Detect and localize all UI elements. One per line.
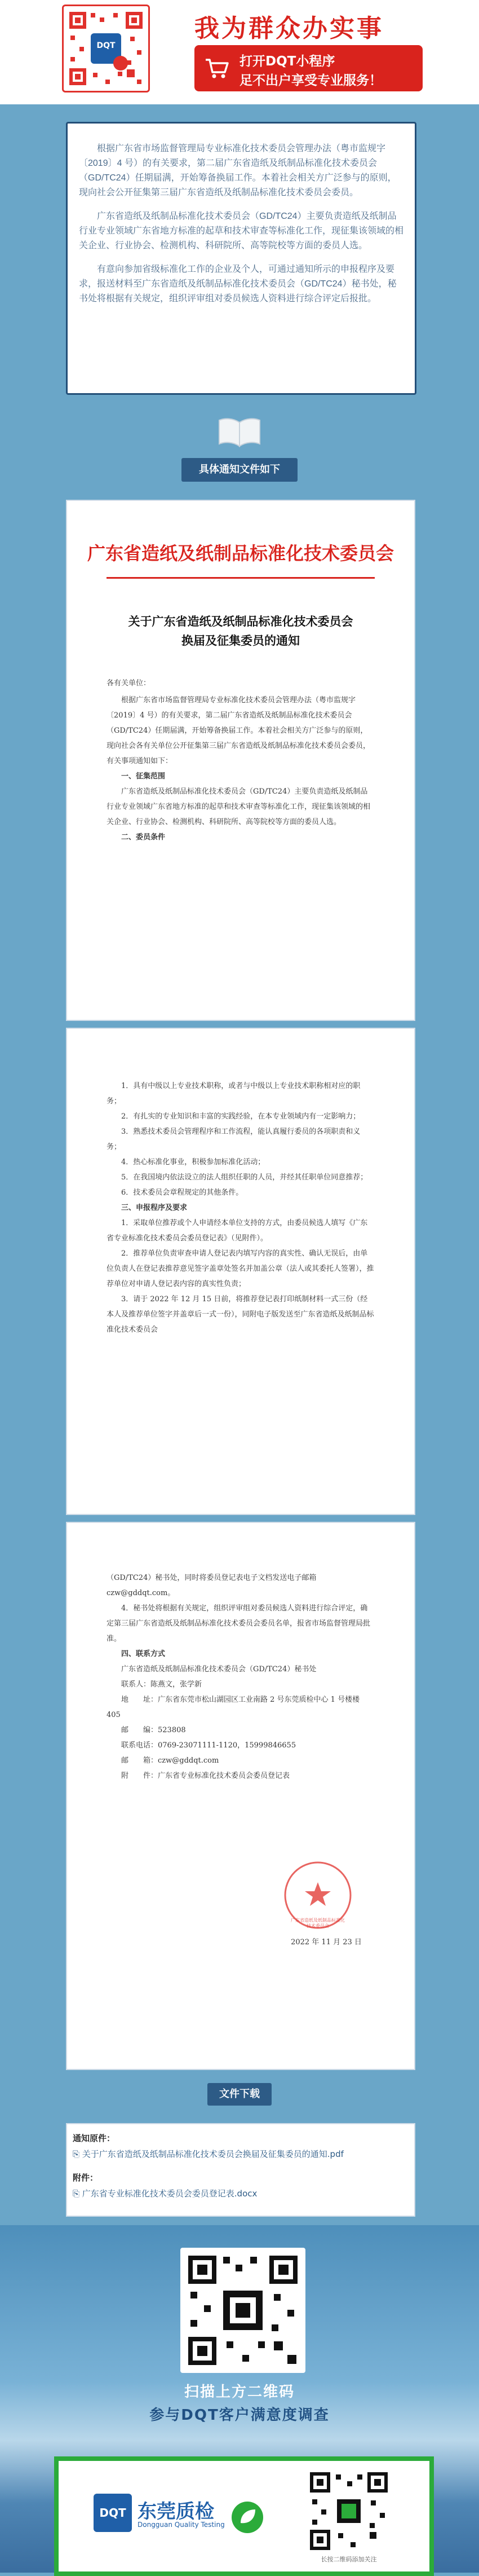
requirement-3-continued: （GD/TC24）秘书处，同时将委员登记表电子文档发送电子邮箱 czw@gddqt.com。 xyxy=(107,1574,317,1597)
doc-red-rule xyxy=(107,577,375,579)
requirement-3: 3．请于 2022 年 12 月 15 日前，将推荐登记表打印纸制材料一式三份（经本人及推荐单位签字并盖章后一式一份），同附电子版发送至广东省造纸及纸制品标准化技术委员会 xyxy=(107,1295,374,1334)
qr-pattern-icon xyxy=(307,2469,391,2553)
condition-6: 6．技术委员会章程规定的其他条件。 xyxy=(121,1188,243,1197)
brand-qr-caption: 长按二维码添加关注 xyxy=(321,2556,377,2563)
survey-line-2: 参与DQT客户满意度调查 xyxy=(149,2407,330,2424)
condition-4: 4．热心标准化事业，积极参加标准化活动； xyxy=(121,1158,265,1166)
open-miniprogram-button[interactable] xyxy=(194,45,423,91)
notice-file-label: 通知原件： xyxy=(73,2133,116,2143)
downloads-card xyxy=(66,2123,415,2217)
doc-date: 2022 年 11 月 23 日 xyxy=(291,1938,362,1947)
intro-paragraph-1: 根据广东省市场监督管理局专业标准化技术委员会管理办法（粤市监规字〔2019〕4 号）的有关要求，第二届广东省造纸及纸制品标准化技术委员会（GD/TC24）任期届满，开始筹备换届工作。本着社会相关方广泛参与的原则，现向社会公开征集第三届广东省造纸及纸制品标准化技术委员会委员。 xyxy=(79,144,397,197)
attach-file-name: 广东省专业标准化技术委员会委员登记表.docx xyxy=(82,2189,258,2199)
requirement-2: 2．推荐单位负责审查申请人登记表内填写内容的真实性、确认无误后，由单位负责人在登记表推荐意见签字盖章处签名并加盖公章（法人或其委托人签署），推荐单位对申请人登记表内容的真实性负责； xyxy=(107,1249,374,1288)
doc-heading-4: 四、联系方式 xyxy=(121,1650,166,1658)
contact-org: 广东省造纸及纸制品标准化技术委员会（GD/TC24）秘书处 xyxy=(121,1665,317,1674)
doc-salutation: 各有关单位： xyxy=(107,679,151,688)
stamp-text: 广东省造纸及纸制品标准化技术委员会 xyxy=(291,1918,345,1928)
attachment-note: 附 件：广东省专业标准化技术委员会委员登记表 xyxy=(121,1772,290,1780)
notice-banner: 具体通知文件如下 xyxy=(181,458,298,482)
condition-2: 2．有扎实的专业知识和丰富的实践经验，在本专业领域内有一定影响力； xyxy=(121,1112,361,1121)
doc-title-line-1: 关于广东省造纸及纸制品标准化技术委员会 xyxy=(128,614,353,628)
button-line-2: 足不出户享受专业服务！ xyxy=(239,73,382,88)
brand-logo: DQT xyxy=(94,2494,132,2532)
doc-heading-2: 二、委员条件 xyxy=(121,833,166,842)
survey-qr-code[interactable] xyxy=(180,2248,305,2373)
survey-line-1: 扫描上方二维码 xyxy=(184,2384,295,2401)
contact-person: 联系人：陈燕文，张学新 xyxy=(121,1680,202,1689)
doc-paragraph-1: 根据广东省市场监督管理局专业标准化技术委员会管理办法（粤市监规字〔2019〕4 号）的有关要求，第二届广东省造纸及纸制品标准化技术委员会（GD/TC24）任期届满，开始筹备换届工作。本着社会相关方广泛参与的原则，现向社会各有关单位公开征集第三届广东省造纸及纸制品标准化技术委员会委员，有关事项通知如下： xyxy=(107,696,371,765)
brand-name: 东莞质检 xyxy=(138,2500,214,2523)
open-book-icon xyxy=(217,415,262,448)
header xyxy=(0,0,479,104)
requirement-4: 4．秘书处将根据有关规定，组织评审组对委员候选人资料进行综合评定，确定第三届广东省造纸及纸制品标准化技术委员会委员名单，报省市场监督管理局批准。 xyxy=(107,1604,371,1643)
doc-heading-3: 三、申报程序及要求 xyxy=(121,1204,188,1212)
condition-5: 5．在我国境内依法设立的法人组织任职的人员，并经其任职单位同意推荐； xyxy=(121,1173,368,1182)
button-line-1: 打开DQT小程序 xyxy=(239,54,335,69)
doc-title-line-2: 换届及征集委员的通知 xyxy=(181,633,300,648)
condition-1: 1．具有中级以上专业技术职称，或者与中级以上专业技术职称相对应的职务； xyxy=(107,1082,361,1106)
notice-file-name: 关于广东省造纸及纸制品标准化技术委员会换届及征集委员的通知.pdf xyxy=(82,2149,344,2159)
contact-address: 地 址：广东省东莞市松山湖园区工业南路 2 号东莞质检中心 1 号楼楼 405 xyxy=(107,1696,360,1719)
brand-qr-code[interactable] xyxy=(307,2469,391,2553)
contact-zip: 邮 编：523808 xyxy=(121,1726,186,1734)
document-page-2 xyxy=(66,1028,415,1515)
doc-paragraph-2: 广东省造纸及纸制品标准化技术委员会（GD/TC24）主要负责造纸及纸制品行业专业领域广东省地方标准的起草和技术审查等标准化工作，现征集该领域的相关企业、行业协会、检测机构、科研院所、高等院校等方面的委员人选。 xyxy=(107,787,371,826)
brand-name-en: Dongguan Quality Testing xyxy=(138,2521,225,2529)
contact-phone: 联系电话：0769-23071111-1120，15999846655 xyxy=(121,1741,296,1750)
contact-email: 邮 箱：czw@gddqt.com xyxy=(121,1756,219,1765)
condition-3: 3．熟悉技术委员会管理程序和工作流程，能认真履行委员的各项职责和义务； xyxy=(107,1128,361,1151)
intro-card xyxy=(66,122,416,395)
qr-badge-label: DQT xyxy=(96,41,116,50)
brand-card xyxy=(54,2456,434,2576)
qr-pattern-icon xyxy=(184,2251,302,2370)
attach-file-label: 附件： xyxy=(73,2173,99,2183)
header-slogan: 我为群众办实事 xyxy=(194,14,384,43)
requirement-1: 1．采取单位推荐或个人申请经本单位支持的方式，由委员候选人填写《广东省专业标准化技术委员会委员登记表》（见附件）。 xyxy=(107,1219,368,1243)
header-qr-code[interactable] xyxy=(62,5,150,93)
document-page-1 xyxy=(66,500,415,1021)
attach-file-link[interactable] xyxy=(73,2187,257,2199)
doc-red-heading: 广东省造纸及纸制品标准化技术委员会 xyxy=(87,543,394,564)
leaf-badge-icon xyxy=(230,2500,264,2534)
doc-heading-1: 一、征集范围 xyxy=(121,772,166,781)
attachment-icon: ⎘ xyxy=(73,2149,82,2159)
intro-paragraph-3: 有意向参加省级标准化工作的企业及个人，可通过通知所示的申报程序及要求，报送材料至广东省造纸及纸制品标准化技术委员会（GD/TC24）秘书处，秘书处将根据有关规定，组织评审组对委员候选人资料进行综合评定后报批。 xyxy=(79,265,397,303)
intro-paragraph-2: 广东省造纸及纸制品标准化技术委员会（GD/TC24）主要负责造纸及纸制品行业专业领域广东省地方标准的起草和技术审查等标准化工作，现征集该领域的相关企业、行业协会、检测机构、科研院所、高等院校等方面的委员人选。 xyxy=(79,212,404,250)
notice-file-link[interactable] xyxy=(73,2148,409,2160)
shopping-cart-icon xyxy=(205,58,229,79)
document-page-3 xyxy=(66,1522,415,2070)
attachment-icon: ⎘ xyxy=(73,2189,82,2199)
download-banner: 文件下载 xyxy=(207,2083,272,2106)
